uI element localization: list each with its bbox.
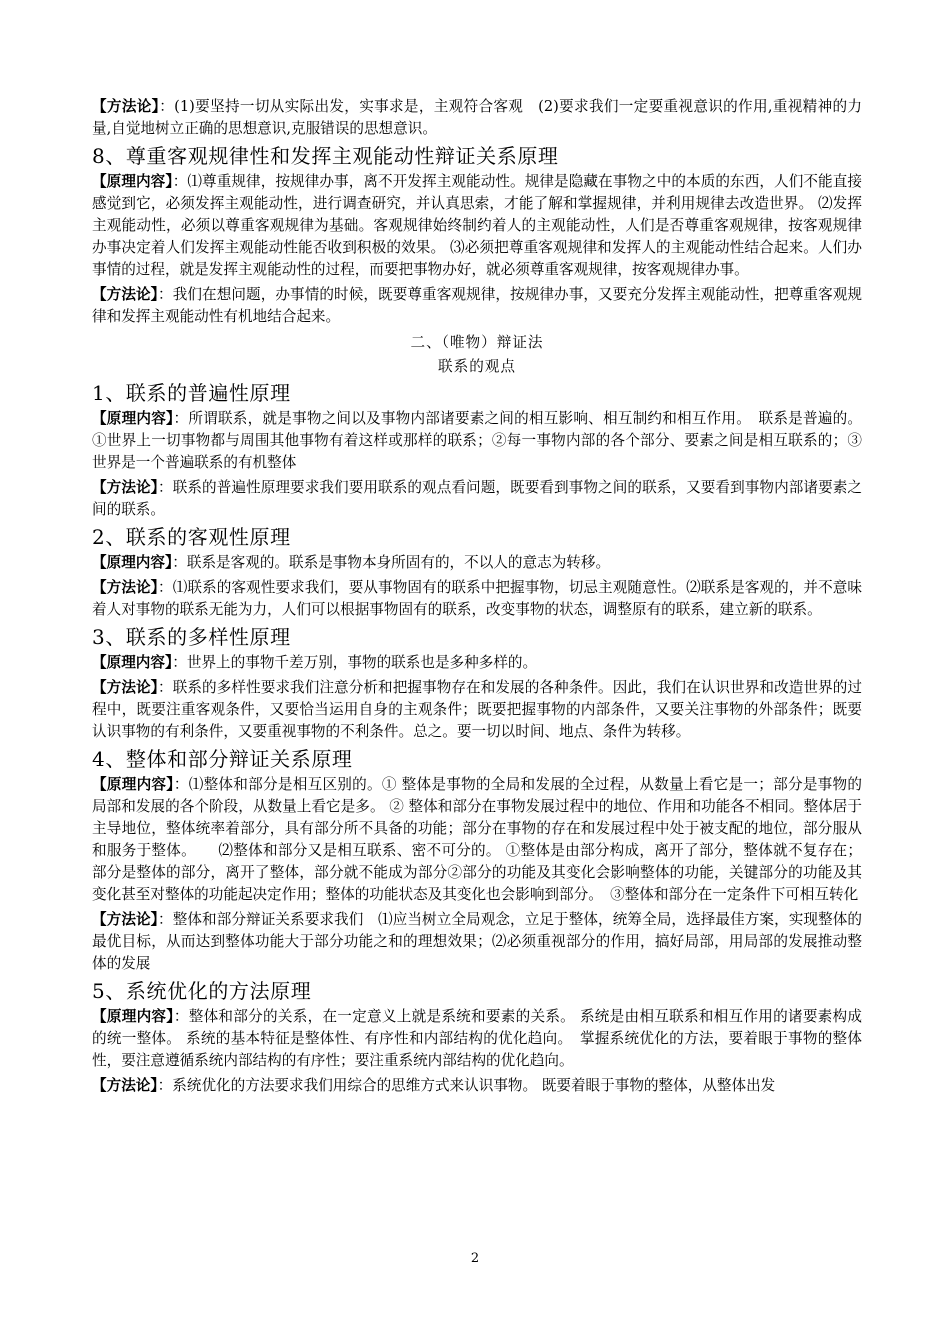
paragraph-text: ：所谓联系，就是事物之间以及事物内部诸要素之间的相互影响、相互制约和相互作用。 联系是普遍的。①世界上一切事物都与周围其他事物有着这样或那样的联系；②每一事物内部的各个部分、要素之间是相互联系的；③世界是一个普遍联系的有机整体 — [92, 410, 862, 471]
document-body — [92, 96, 862, 1100]
paragraph-principle — [92, 408, 862, 474]
paragraph-text: ：⑴尊重规律，按规律办事，离不开发挥主观能动性。规律是隐藏在事物之中的本质的东西，人们不能直接感觉到它，必须发挥主观能动性，进行调查研究，并认真思索，才能了解和掌握规律，并利用规律去改造世界。 ⑵发挥主观能动性，必须以尊重客观规律为基础。客观规律始终制约着人的主观能动性，人们是否尊重客观规律，按客观规律办事决定着人们发挥主观能动性能否收到积极的效果。 ⑶必须把尊重客观规律和发挥人的主观能动性结合起来。人们办事情的过程，就是发挥主观能动性的过程，而要把事物办好，就必须尊重客观规律，按客观规律办事。 — [92, 173, 862, 278]
section-label: 【方法论】 — [92, 911, 159, 928]
section-label: 【方法论】 — [92, 479, 159, 496]
section-label: 【方法论】 — [92, 286, 159, 303]
chapter-title: 二、（唯物）辩证法 — [410, 334, 544, 351]
paragraph-method — [92, 677, 862, 743]
paragraph-text: ：(1)要坚持一切从实际出发，实事求是，主观符合客观 (2)要求我们一定要重视意识的作用,重视精神的力量,自觉地树立正确的思想意识,克服错误的思想意识。 — [92, 98, 862, 137]
paragraph-text: ：世界上的事物千差万别，事物的联系也是多种多样的。 — [172, 654, 538, 671]
section-label: 【方法论】 — [92, 679, 159, 696]
section-heading: 3、联系的多样性原理 — [92, 625, 291, 649]
section-heading: 1、联系的普遍性原理 — [92, 381, 291, 405]
paragraph-method — [92, 284, 862, 328]
section-label: 【原理内容】 — [92, 776, 174, 793]
paragraph-method — [92, 577, 862, 621]
section-label: 【原理内容】 — [92, 1008, 174, 1025]
paragraph-principle — [92, 171, 862, 281]
section-label: 【原理内容】 — [92, 173, 173, 190]
paragraph-text: ：整体和部分辩证关系要求我们 ⑴应当树立全局观念，立足于整体，统筹全局，选择最佳方案，实现整体的最优目标，从而达到整体功能大于部分功能之和的理想效果；⑵必须重视部分的作用，搞好局部，用局部的发展推动整体的发展 — [92, 911, 862, 972]
paragraph-principle — [92, 552, 862, 574]
section-label: 【方法论】 — [92, 1077, 158, 1094]
chapter-subtitle: 联系的观点 — [438, 358, 516, 375]
paragraph-principle — [92, 774, 862, 906]
paragraph-text: ：联系的多样性要求我们注意分析和把握事物存在和发展的各种条件。因此，我们在认识世界和改造世界的过程中，既要注重客观条件，又要恰当运用自身的主观条件；既要把握事物的内部条件，又要关注事物的外部条件；既要认识事物的有利条件，又要重视事物的不利条件。总之。要一切以时间、地点、条件为转移。 — [92, 679, 862, 740]
paragraph-text: ：系统优化的方法要求我们用综合的思维方式来认识事物。 既要着眼于事物的整体，从整体出发 — [157, 1077, 776, 1094]
paragraph-method — [92, 1075, 862, 1097]
paragraph-principle — [92, 652, 862, 674]
paragraph-text: ：我们在想问题，办事情的时候，既要尊重客观规律，按规律办事，又要充分发挥主观能动性，把尊重客观规律和发挥主观能动性有机地结合起来。 — [92, 286, 862, 325]
paragraph-method — [92, 96, 862, 140]
paragraph-method — [92, 477, 862, 521]
section-heading: 4、整体和部分辩证关系原理 — [92, 747, 353, 771]
paragraph-text: ：⑴整体和部分是相互区别的。① 整体是事物的全局和发展的全过程，从数量上看它是一；部分是事物的局部和发展的各个阶段，从数量上看它是多。 ② 整体和部分在事物发展过程中的地位、作用和功能各不相同。整体居于主导地位，整体统率着部分，具有部分所不具备的功能；部分在事物的存在和发展过程中处于被支配的地位，部分服从和服务于整体。 ⑵整体和部分又是相互联系、密不可分的。 ①整体是由部分构成，离开了部分，整体就不复存在；部分是整体的部分，离开了整体，部分就不能成为部分②部分的功能及其变化会影响整体的功能，关键部分的功能及其变化甚至对整体的功能起决定作用；整体的功能状态及其变化也会影响到部分。 ③整体和部分在一定条件下可相互转化 — [92, 776, 862, 903]
section-heading: 8、尊重客观规律性和发挥主观能动性辩证关系原理 — [92, 144, 559, 168]
section-label: 【原理内容】 — [92, 654, 173, 671]
section-label: 【原理内容】 — [92, 410, 174, 427]
page-number: 2 — [470, 1251, 480, 1266]
section-heading: 2、联系的客观性原理 — [92, 525, 291, 549]
section-label: 【方法论】 — [92, 579, 159, 596]
paragraph-principle — [92, 1006, 862, 1072]
paragraph-method — [92, 909, 862, 975]
paragraph-text: ：⑴联系的客观性要求我们，要从事物固有的联系中把握事物，切忌主观随意性。⑵联系是客观的，并不意味着人对事物的联系无能为力，人们可以根据事物固有的联系，改变事物的状态，调整原有的联系，建立新的联系。 — [92, 579, 862, 618]
section-label: 【方法论】 — [92, 98, 160, 115]
paragraph-text: ：联系是客观的。联系是事物本身所固有的，不以人的意志为转移。 — [172, 554, 611, 571]
section-heading: 5、系统优化的方法原理 — [92, 979, 312, 1003]
section-label: 【原理内容】 — [92, 554, 173, 571]
paragraph-text: ：联系的普遍性原理要求我们要用联系的观点看问题，既要看到事物之间的联系，又要看到事物内部诸要素之间的联系。 — [92, 479, 862, 518]
paragraph-text: ：整体和部分的关系，在一定意义上就是系统和要素的关系。 系统是由相互联系和相互作用的诸要素构成的统一整体。 系统的基本特征是整体性、有序性和内部结构的优化趋向。 掌握系统优化的方法，要着眼于事物的整体性，要注意遵循系统内部结构的有序性；要注重系统内部结构的优化趋向。 — [92, 1008, 862, 1069]
